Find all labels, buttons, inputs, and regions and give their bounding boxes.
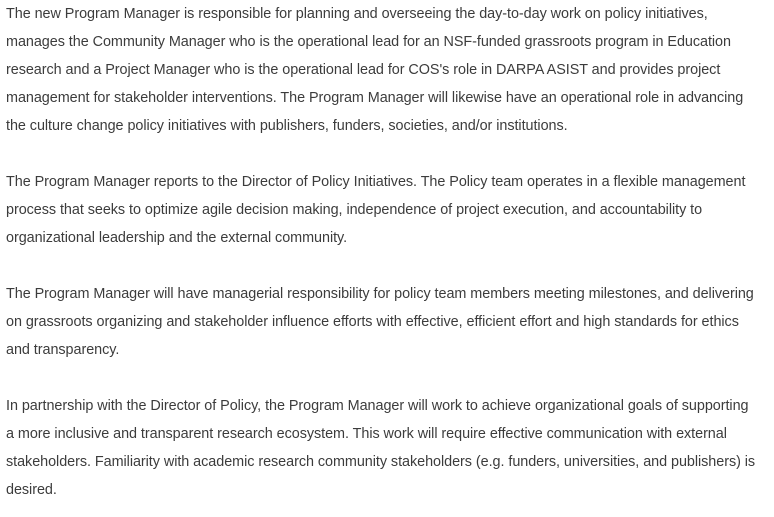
paragraph-managerial-responsibility	[6, 280, 772, 364]
paragraph-line: The Program Manager reports to the Director of Policy Initiatives. The Policy team operates in a flexible management	[6, 174, 746, 190]
paragraph-line: desired.	[6, 482, 57, 498]
paragraph-line: on grassroots organizing and stakeholder influence efforts with effective, efficient effort and high standards for ethics	[6, 314, 739, 330]
paragraph-line: manages the Community Manager who is the operational lead for an NSF-funded grassroots program in Education	[6, 34, 731, 50]
paragraph-partnership-goals	[6, 392, 772, 504]
paragraph-line: stakeholders. Familiarity with academic research community stakeholders (e.g. funders, universities, and publishers) is	[6, 454, 756, 470]
paragraph-line: and transparency.	[6, 342, 120, 358]
paragraph-line: The Program Manager will have managerial responsibility for policy team members meeting milestones, and delivering	[6, 286, 754, 302]
paragraph-line: research and a Project Manager who is the operational lead for COS's role in DARPA ASIST and provides project	[6, 62, 721, 78]
paragraph-line: process that seeks to optimize agile decision making, independence of project execution, and accountability to	[6, 202, 703, 218]
paragraph-line: organizational leadership and the external community.	[6, 230, 348, 246]
paragraph-program-manager-responsibilities	[6, 0, 772, 140]
paragraph-line: The new Program Manager is responsible for planning and overseeing the day-to-day work on policy initiatives,	[6, 6, 708, 22]
paragraph-line: In partnership with the Director of Policy, the Program Manager will work to achieve organizational goals of supporting	[6, 398, 749, 414]
paragraph-reporting-structure	[6, 168, 772, 252]
paragraph-line: a more inclusive and transparent research ecosystem. This work will require effective communication with external	[6, 426, 727, 442]
paragraph-line: the culture change policy initiatives with publishers, funders, societies, and/or institutions.	[6, 118, 568, 134]
paragraph-line: management for stakeholder interventions. The Program Manager will likewise have an operational role in advancing	[6, 90, 744, 106]
